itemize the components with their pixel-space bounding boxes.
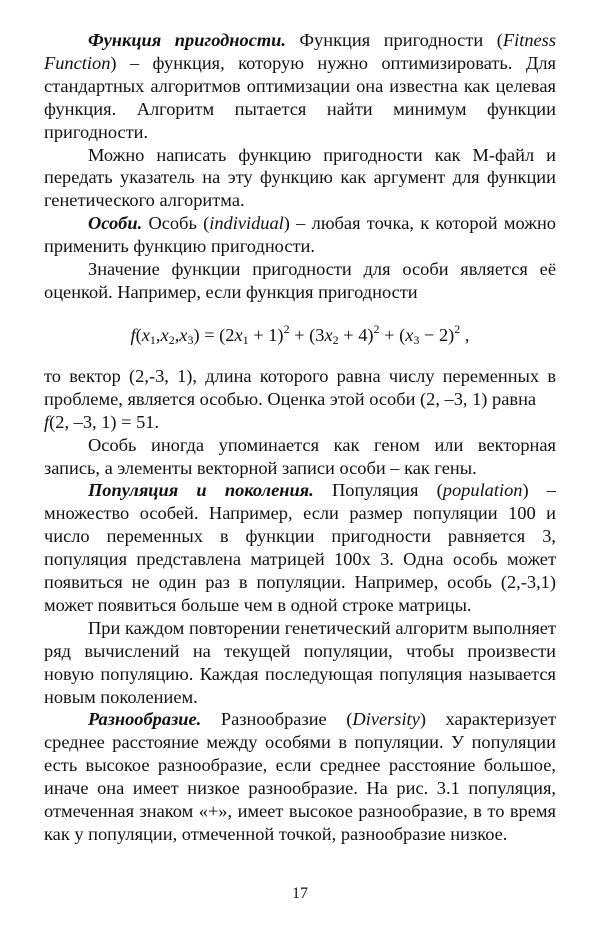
paragraph-genome: Особь иногда упоминается как геном или векторная запись, а элементы векторной записи особи – как гены. xyxy=(44,434,556,478)
page-body xyxy=(44,29,556,846)
term-fitness-function: Функция пригодности. xyxy=(88,30,286,50)
paragraph-generations: При каждом повторении генетический алгоритм выполняет ряд вычислений на текущей популяции, чтобы произвести новую популяцию. Каждая последующая популяция называется новым поколением. xyxy=(44,617,556,707)
term-population: Популяция и поколения. xyxy=(88,480,314,501)
paragraph-diversity: Разнообразие. Разнообразие (Diversity) характеризует среднее расстояние между особями в популяции. У популяции есть высокое разнообразие, если среднее расстояние большое, иначе она имеет низкое разнообразие. На рис. 3.1 популяция, отмеченная знаком «+», имеет высокое разнообразие, в то время как у популяции, отмеченной точкой, разнообразие низкое. xyxy=(44,709,556,844)
term-individuals: Особи. xyxy=(88,213,143,234)
paragraph-m-file: Можно написать функцию пригодности как М-файл и передать указатель на эту функцию как аргумент для функции генетического алгоритма. xyxy=(44,144,556,211)
page-number: 17 xyxy=(292,885,308,902)
paragraph-fitness-result: f(2, –3, 1) = 51. xyxy=(44,411,160,432)
paragraph-vector-example: то вектор (2,-3, 1), длина которого равна числу переменных в проблеме, является особью. Оценка этой особи (2, –3, 1) равна xyxy=(44,365,556,409)
paragraph-fitness-function: Функция пригодности. Функция пригодности (Fitness Function) – функция, которую нужно оптимизировать. Для стандартных алгоритмов оптимизации она известна как целевая функция. Алгоритм пытается найти минимум функции пригодности. xyxy=(44,30,556,142)
paragraph-individuals: Особи. Особь (individual) – любая точка, к которой можно применить функцию пригодности. xyxy=(44,213,556,257)
paragraph-population: Популяция и поколения. Популяция (population) – множество особей. Например, если размер популяции 100 и число переменных в функции пригодности равняется 3, популяция представлена матрицей 100x 3. Одна особь может появиться не один раз в популяции. Например, особь (2,-3,1) может появиться больше чем в одной строке матрицы. xyxy=(44,480,557,615)
term-diversity: Разнообразие. xyxy=(88,709,202,730)
fitness-formula: $f(x_1,x_2,x_3) = (2x_1 + 1)^2 + (3x_2 + 4)^2 + (x_3 - 2)^2$ , xyxy=(130,321,470,347)
paragraph-fitness-value: Значение функции пригодности для особи является её оценкой. Например, если функция пригодности xyxy=(44,259,556,302)
